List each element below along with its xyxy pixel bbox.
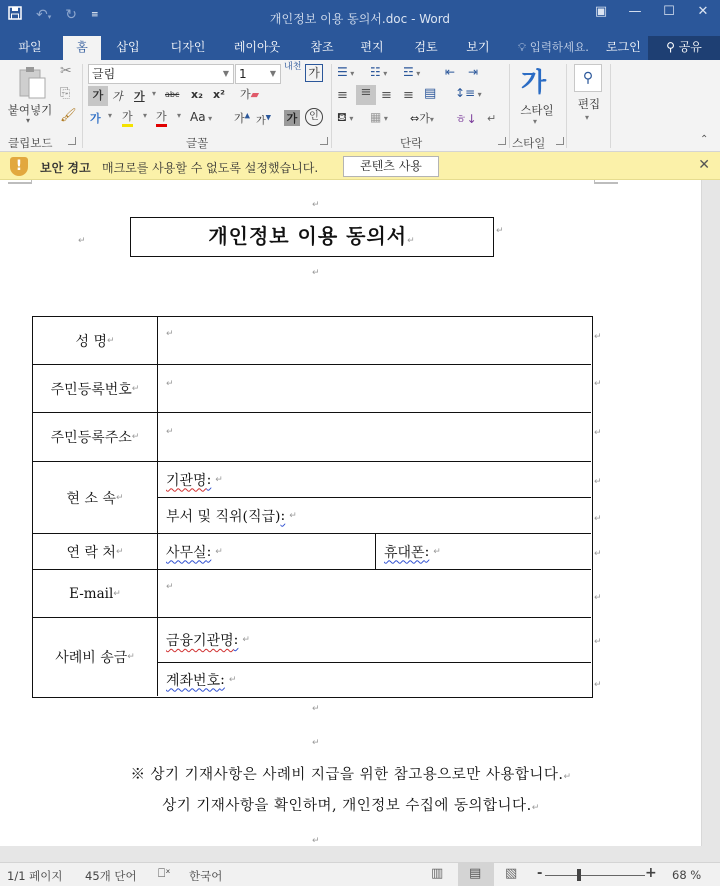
document-title: 개인정보 이용 동의서↵	[130, 217, 494, 257]
align-center-button[interactable]: ≡	[356, 85, 376, 105]
collapse-ribbon-icon[interactable]: ⌃	[700, 134, 709, 145]
change-case-button[interactable]: Aa ▾	[190, 110, 213, 124]
label-payment: 사례비 송금 ↵	[55, 650, 135, 666]
numbering-button[interactable]: ☷ ▾	[370, 65, 388, 79]
multilevel-list-button[interactable]: ☲ ▾	[403, 65, 421, 79]
subscript-button[interactable]: x₂	[191, 88, 203, 101]
tab-design[interactable]: 디자인	[170, 40, 206, 54]
decrease-indent-button[interactable]: ⇤	[445, 65, 456, 79]
personal-info-table	[32, 316, 593, 698]
zoom-level[interactable]: 68 %	[672, 868, 702, 882]
input-mobile-phone[interactable]: 휴대폰 : ↵	[376, 534, 591, 570]
warning-shield-icon: !	[10, 157, 28, 176]
title-bar	[0, 0, 720, 36]
show-marks-icon[interactable]: ↵	[487, 112, 497, 125]
label-address: 주민등록주소 ↵	[33, 413, 157, 462]
minimize-button[interactable]: —	[628, 4, 642, 19]
bullets-button[interactable]: ☰ ▾	[337, 65, 355, 79]
tab-home[interactable]: 홈	[63, 36, 101, 60]
justify-button[interactable]: ≡	[403, 88, 414, 103]
security-warning-label: 보안 경고	[40, 161, 91, 175]
window-title: 개인정보 이용 동의서.doc - Word	[269, 12, 451, 26]
input-bank-name[interactable]: 금융기관명 : ↵	[158, 618, 591, 663]
zoom-out-button[interactable]: -	[537, 866, 543, 881]
editing-button[interactable]: 편집	[577, 97, 601, 111]
web-layout-icon[interactable]: ▧	[505, 866, 518, 881]
lightbulb-icon: 💡︎	[518, 40, 527, 54]
proofing-icon[interactable]: ⎕ˣ	[158, 866, 171, 880]
styles-launcher-icon[interactable]	[556, 137, 564, 145]
zoom-in-button[interactable]: +	[645, 865, 657, 881]
chevron-down-icon: ▼	[269, 69, 276, 78]
customize-qat-icon[interactable]: ≡	[90, 10, 99, 20]
enclose-characters-button[interactable]: 인	[305, 108, 323, 126]
clipboard-launcher-icon[interactable]	[68, 137, 76, 145]
tab-layout[interactable]: 레이아웃	[233, 40, 281, 54]
tab-review[interactable]: 검토	[414, 40, 438, 54]
group-label-styles: 스타일	[512, 136, 546, 150]
chevron-down-icon[interactable]: ▾	[108, 111, 113, 120]
character-border-button[interactable]: 가	[305, 64, 323, 82]
read-mode-icon[interactable]: ▥	[431, 866, 444, 881]
login-link[interactable]: 로그인	[606, 40, 641, 54]
italic-button[interactable]: 가	[112, 90, 123, 103]
document-page[interactable]: ↵ ↵ 개인정보 이용 동의서↵ ↵ ↵ 성 명 ↵ ↵ 주민등록번호 ↵ ↵ 주민등록주소 ↵ ↵ 현 소 속 ↵ 기관명 : ↵ 부서 및 직위(직급) : ↵ 연 락 처 ↵ 사무실 : ↵ 휴대폰 : ↵ E-mail ↵ ↵ 사례비 송금 ↵ 금융기관명 : ↵ 계좌번호 : ↵ ↵ ↵ ↵ ↵ ↵ ↵ ↵ ↵ ↵ ↵ ↵ ※ 상기 기재사항은 사례비 지급을 위한 참고용으로만 사용합니다.↵ 상기 기재사항을 확인하며, 개인정보 수집에 동의합니다.↵ ↵	[0, 180, 702, 846]
character-shading-button[interactable]: 가	[284, 110, 300, 126]
security-warning-message: 매크로를 사용할 수 없도록 설정했습니다.	[102, 161, 319, 175]
tab-references[interactable]: 참조	[310, 40, 334, 54]
copy-icon[interactable]: ⎘	[60, 86, 71, 101]
label-email: E-mail ↵	[33, 570, 157, 618]
note-consent: 상기 기재사항을 확인하며, 개인정보 수집에 동의합니다.↵	[162, 798, 540, 814]
input-organization[interactable]: 기관명 : ↵	[158, 462, 591, 498]
bold-button[interactable]: 가	[88, 86, 108, 106]
ribbon-tabs	[0, 36, 720, 60]
zoom-slider-thumb[interactable]	[577, 869, 581, 881]
font-color-button[interactable]: 가	[156, 108, 167, 127]
font-size-combo[interactable]: 1 ▼	[235, 64, 281, 84]
vertical-scrollbar[interactable]	[703, 180, 720, 862]
security-warning-bar	[0, 152, 720, 180]
text-direction-button[interactable]: ⇔가▾	[410, 112, 434, 125]
clear-formatting-icon[interactable]: 가▰	[240, 88, 260, 101]
distributed-button[interactable]: ▤	[424, 86, 437, 101]
superscript-button[interactable]: x²	[213, 88, 225, 101]
input-account-number[interactable]: 계좌번호 : ↵	[166, 671, 237, 689]
format-painter-icon[interactable]: 🖌︎	[60, 108, 77, 123]
sort-button[interactable]: ㅎ↓	[455, 112, 477, 126]
align-left-button[interactable]: ≡	[337, 88, 348, 103]
group-label-font: 글꼴	[186, 136, 209, 150]
shading-button[interactable]: ⛾ ▾	[337, 110, 354, 124]
text-effects-button[interactable]: 가	[90, 112, 101, 125]
chevron-down-icon[interactable]: ▾	[533, 117, 538, 126]
tab-file[interactable]: 파일	[18, 40, 42, 54]
input-name[interactable]: ↵	[158, 317, 591, 365]
grow-font-button[interactable]: 가▲	[234, 111, 251, 125]
label-contact: 연 락 처 ↵	[33, 534, 157, 570]
print-layout-button[interactable]	[458, 863, 494, 886]
font-launcher-icon[interactable]	[320, 137, 328, 145]
cut-icon[interactable]: ✂	[60, 63, 72, 79]
styles-button[interactable]: 스타일	[520, 103, 554, 117]
maximize-button[interactable]: ☐	[663, 4, 675, 19]
increase-indent-button[interactable]: ⇥	[468, 65, 479, 79]
document-area[interactable]	[0, 180, 720, 862]
ribbon-home	[0, 60, 720, 152]
tab-view[interactable]: 보기	[466, 40, 490, 54]
chevron-down-icon[interactable]: ▾	[177, 111, 182, 120]
input-address[interactable]: ↵	[158, 413, 591, 462]
underline-dropdown-icon[interactable]: ▾	[152, 89, 157, 98]
styles-icon[interactable]: 가	[521, 68, 547, 98]
input-rrn[interactable]: ↵	[158, 365, 591, 413]
tab-insert[interactable]: 삽입	[116, 40, 140, 54]
search-icon[interactable]: ⚲	[574, 64, 602, 92]
close-button[interactable]: ✕	[697, 4, 709, 19]
note-usage: ※ 상기 기재사항은 사례비 지급을 위한 참고용으로만 사용합니다.↵	[130, 767, 572, 783]
person-add-icon: ⚲	[666, 40, 675, 54]
enable-content-button[interactable]: 콘텐츠 사용	[343, 156, 439, 177]
group-label-clipboard: 클립보드	[8, 136, 53, 150]
input-department-position[interactable]: 부서 및 직위(직급) : ↵	[158, 498, 591, 534]
underline-button[interactable]: 가	[134, 90, 145, 103]
redo-icon[interactable]: ↻	[65, 7, 77, 23]
page-count[interactable]: 1/1 페이지	[7, 869, 63, 883]
input-email[interactable]: ↵	[158, 570, 591, 618]
align-right-button[interactable]: ≡	[381, 88, 392, 103]
paragraph-launcher-icon[interactable]	[498, 137, 506, 145]
group-label-paragraph: 단락	[400, 136, 423, 150]
zoom-slider[interactable]	[545, 875, 645, 876]
highlight-color-button[interactable]: 가	[122, 108, 133, 127]
shrink-font-button[interactable]: 가▼	[256, 113, 272, 127]
paste-button[interactable]: 붙여넣기	[7, 103, 53, 117]
label-rrn: 주민등록번호 ↵	[33, 365, 157, 413]
strikethrough-button[interactable]: abc	[165, 90, 180, 99]
status-bar	[0, 862, 720, 886]
language[interactable]: 한국어	[189, 869, 223, 883]
chevron-down-icon[interactable]: ▾	[143, 111, 148, 120]
chevron-down-icon[interactable]: ▾	[585, 113, 590, 122]
share-button[interactable]: ⚲ 공유	[648, 36, 720, 60]
chevron-down-icon: ▼	[222, 69, 229, 78]
undo-icon[interactable]: ↶▾	[36, 7, 52, 23]
font-name-combo[interactable]: 글림 ▼	[88, 64, 234, 84]
line-spacing-button[interactable]: ↕≡ ▾	[455, 86, 482, 100]
input-office-phone[interactable]: 사무실 : ↵	[158, 534, 376, 570]
label-name: 성 명 ↵	[33, 317, 157, 365]
print-layout-icon: ▤	[469, 866, 482, 881]
word-count[interactable]: 45개 단어	[85, 869, 137, 883]
tell-me-search[interactable]: 💡︎ 입력하세요.	[518, 40, 589, 54]
ribbon-display-options-button[interactable]: ▣	[594, 4, 608, 19]
borders-button[interactable]: ▦ ▾	[370, 110, 388, 124]
label-affiliation: 현 소 속 ↵	[33, 462, 157, 534]
phonetic-guide-button[interactable]: 내천	[284, 62, 302, 72]
margin-corner	[594, 180, 618, 184]
close-security-bar-icon[interactable]: ✕	[698, 157, 710, 173]
margin-corner	[8, 180, 32, 184]
paste-icon[interactable]	[14, 66, 50, 102]
paste-dropdown-icon[interactable]: ▾	[26, 116, 31, 125]
tab-mailings[interactable]: 편지	[360, 40, 384, 54]
